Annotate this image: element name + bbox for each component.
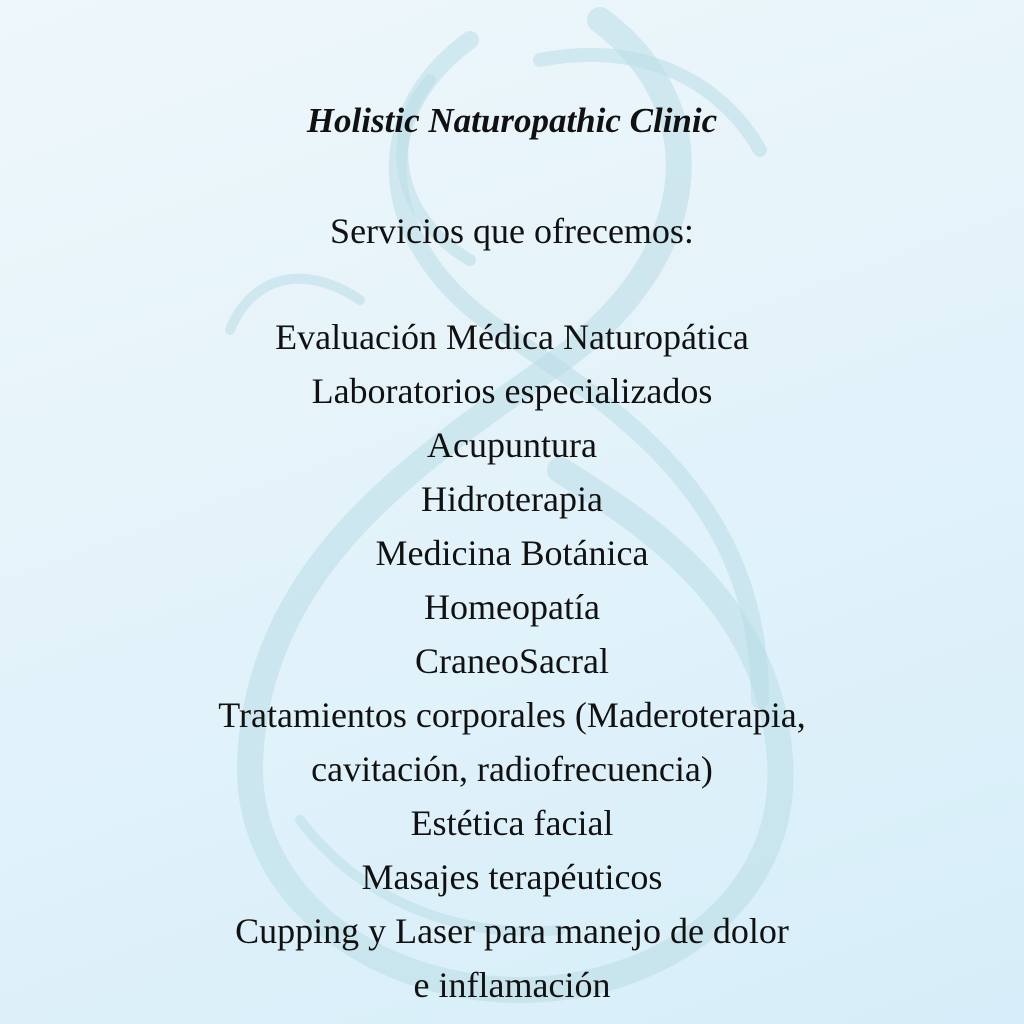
service-item: Medicina Botánica [375,533,649,573]
service-item: Estética facial [410,803,614,843]
clinic-title: Holistic Naturopathic Clinic [306,101,718,140]
service-item: Tratamientos corporales (Maderoterapia, [218,695,806,735]
service-item: cavitación, radiofrecuencia) [311,749,713,789]
service-item: Evaluación Médica Naturopática [275,317,749,357]
services-heading: Servicios que ofrecemos: [330,211,694,251]
service-item: Masajes terapéuticos [361,857,663,897]
service-item: e inflamación [413,965,611,1005]
service-item: Hidroterapia [421,479,603,519]
service-item: Laboratorios especializados [311,371,713,411]
service-item: Acupuntura [427,425,597,465]
service-item: Homeopatía [424,587,600,627]
service-item: Cupping y Laser para manejo de dolor [235,911,789,951]
service-item: CraneoSacral [415,641,609,681]
